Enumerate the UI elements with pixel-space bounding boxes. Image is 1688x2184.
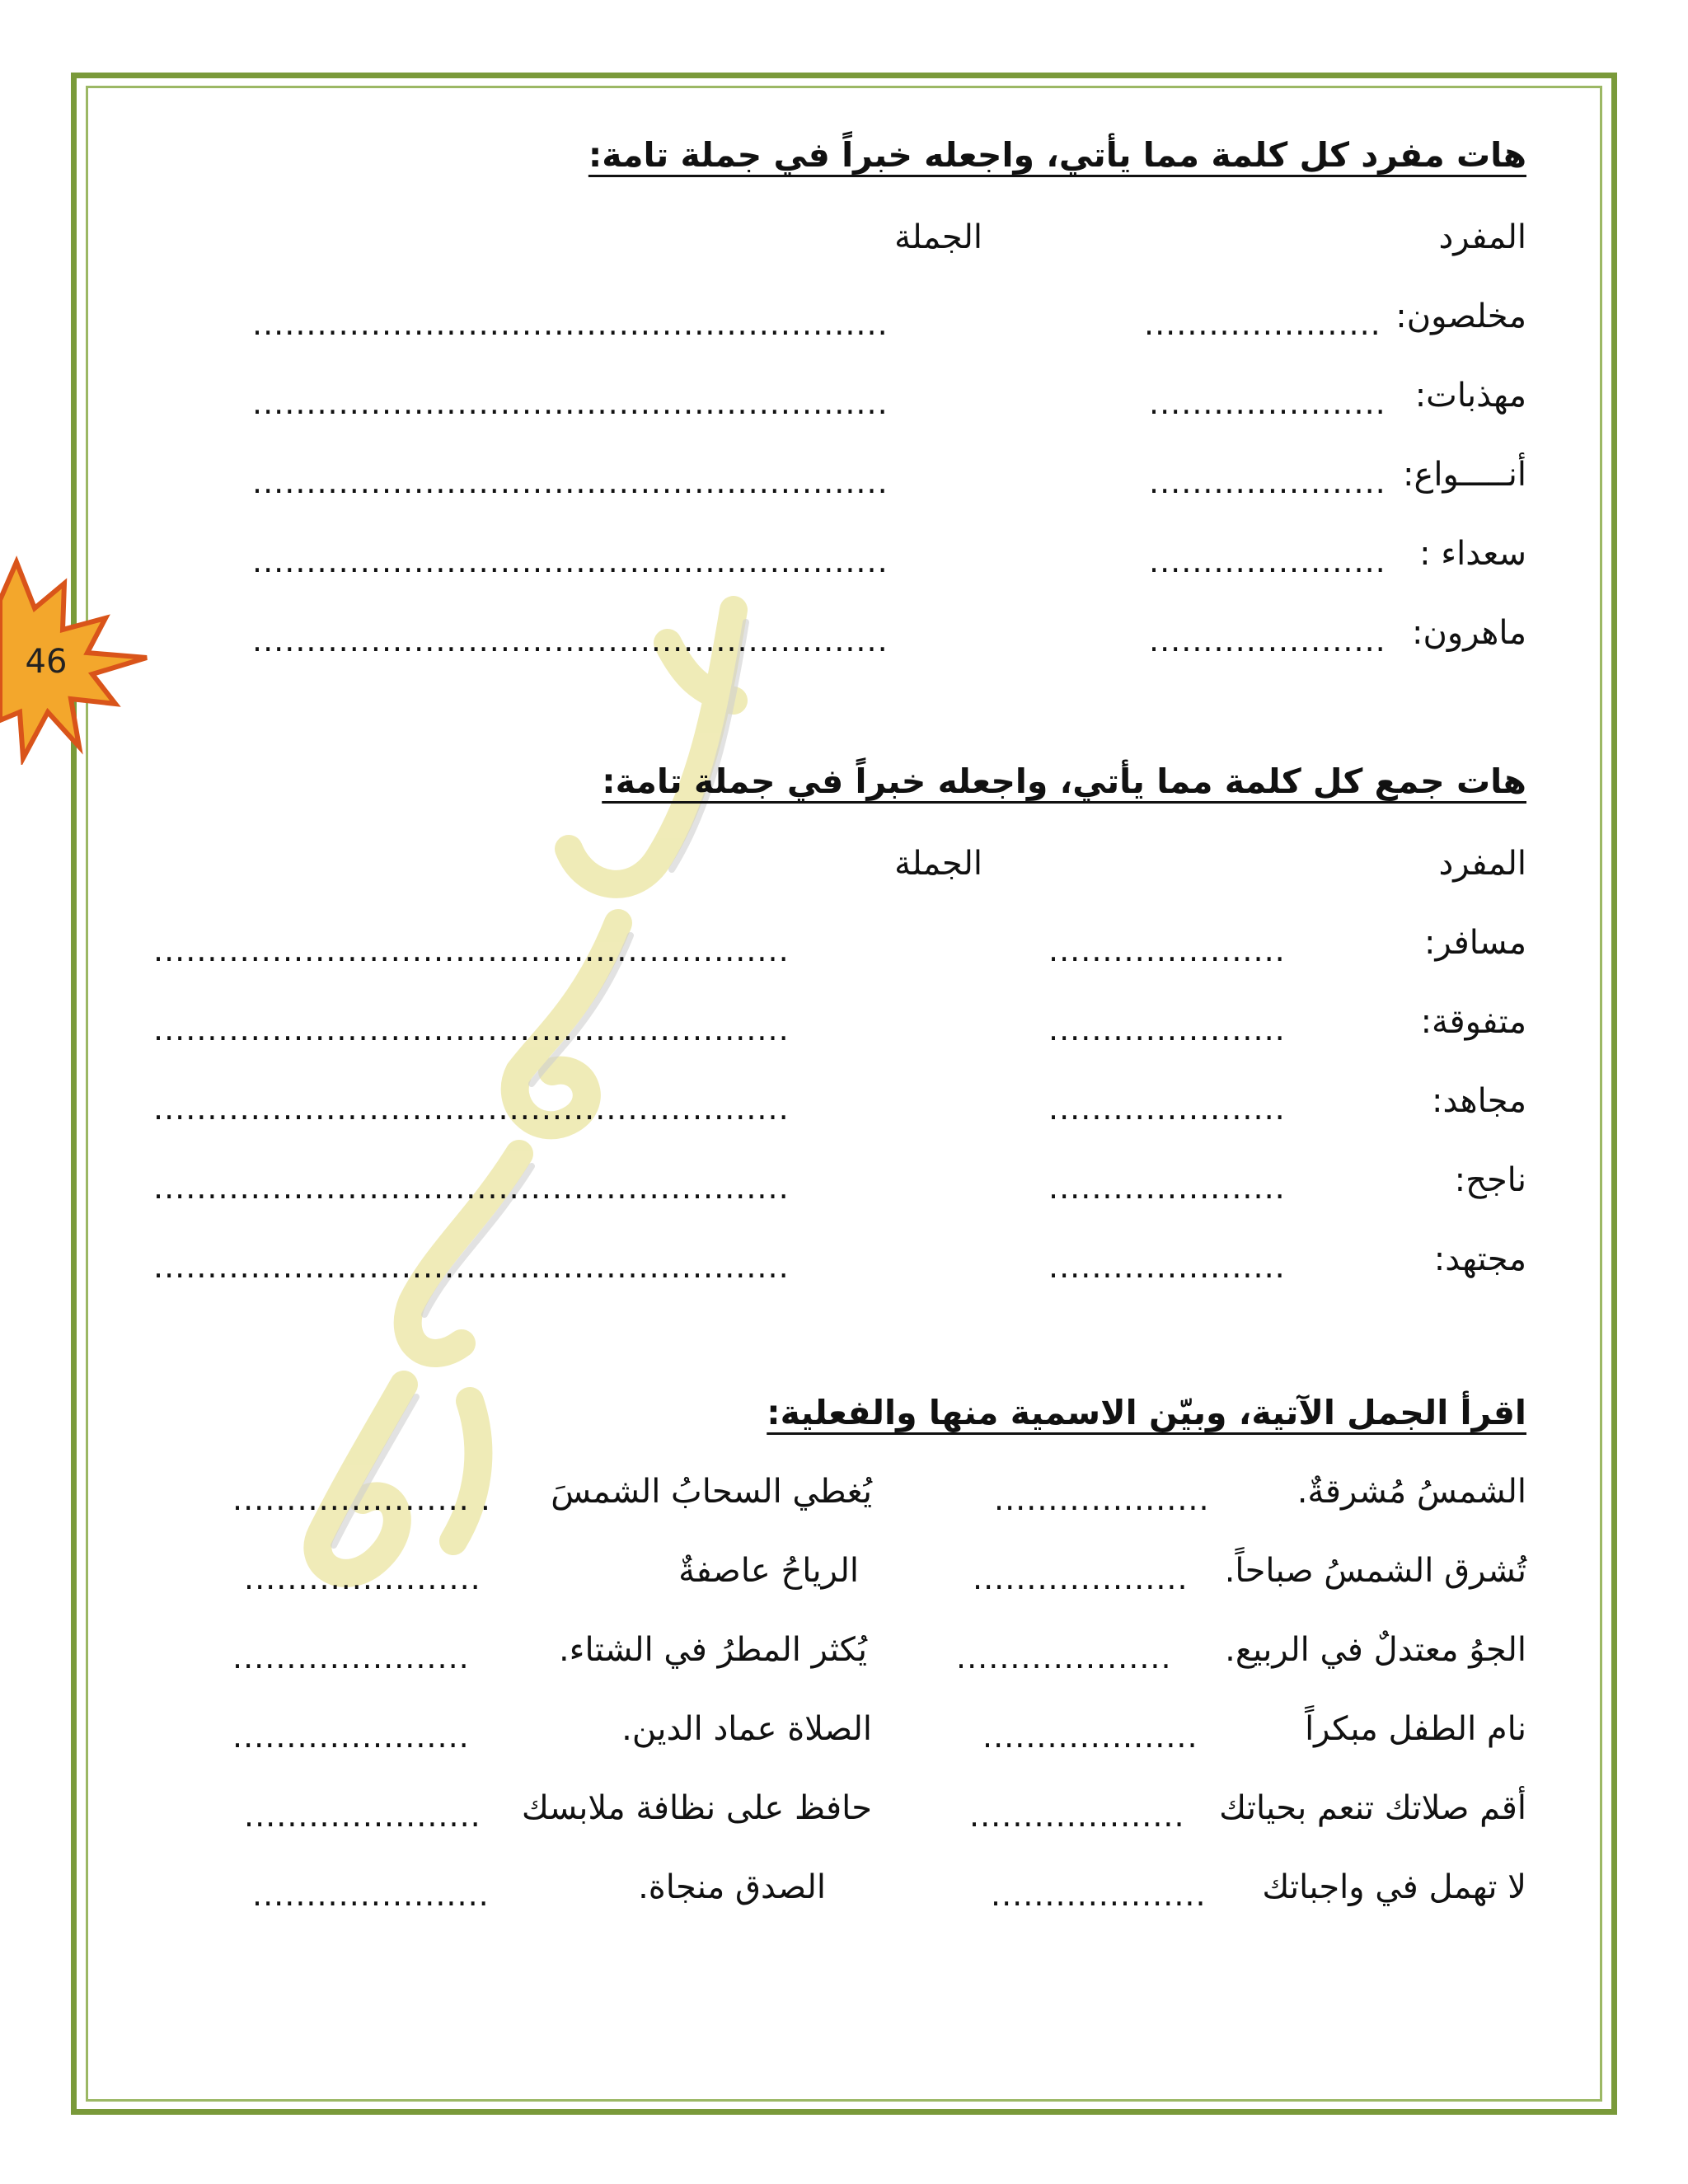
sentence-blank[interactable]: ........................................................... [153,1249,790,1285]
sentence-blank[interactable]: ........................................................... [252,385,889,421]
section2-word: مجاهد: [1432,1082,1526,1120]
answer-blank[interactable]: ...................... [1048,1090,1286,1127]
classification-blank[interactable]: ...................... [232,1718,470,1755]
answer-blank[interactable]: ...................... [1149,464,1386,500]
answer-blank[interactable]: ...................... [1149,543,1386,579]
classification-blank[interactable]: ...................... [252,1877,490,1913]
classification-blank[interactable]: ...................... [244,1560,481,1596]
section2-col-sentence: الجملة [894,845,982,883]
sentence-blank[interactable]: ........................................................... [153,932,790,968]
sentence-left: الرياحُ عاصفةٌ [678,1552,859,1590]
section1-word: أنـــــواع: [1403,456,1526,494]
sentence-right: تُشرق الشمسُ صباحاً. [1224,1552,1526,1590]
section2-word: مسافر: [1424,924,1526,962]
sentence-right: نام الطفل مبكراً [1305,1710,1526,1748]
answer-blank[interactable]: ...................... [1048,1249,1286,1285]
answer-blank[interactable]: ...................... [1048,932,1286,968]
sentence-left: الصلاة عماد الدين. [621,1710,872,1748]
classification-blank[interactable]: ...................... . [232,1481,491,1517]
classification-blank[interactable]: ...................... [232,1639,470,1675]
answer-blank[interactable]: ...................... [1048,1169,1286,1206]
starburst-shape [0,562,147,758]
page-number: 46 [25,643,68,681]
section1-heading: هات مفرد كل كلمة مما يأتي، واجعله خبراً في جملة تامة: [588,135,1526,175]
answer-blank[interactable]: ...................... [1048,1011,1286,1047]
classification-blank[interactable]: .................... [969,1797,1185,1834]
answer-blank[interactable]: ...................... [1149,622,1386,658]
sentence-left: الصدق منجاة. [638,1868,826,1906]
section1-col-word: المفرد [1438,218,1526,256]
page-number-badge [0,551,148,765]
section1-word: سعداء : [1419,535,1526,573]
section2-col-word: المفرد [1438,845,1526,883]
classification-blank[interactable]: .................... [973,1560,1189,1596]
sentence-left: يُغطي السحابُ الشمسَ [551,1473,872,1511]
section2-word: مجتهد: [1433,1240,1526,1278]
classification-blank[interactable]: .................... [956,1639,1172,1675]
answer-blank[interactable]: ...................... [1149,385,1386,421]
classification-blank[interactable]: .................... [991,1877,1207,1913]
sentence-blank[interactable]: ........................................................... [252,543,889,579]
answer-blank[interactable]: ...................... [1144,306,1381,342]
sentence-blank[interactable]: ........................................................... [252,622,889,658]
sentence-right: أقم صلاتك تنعم بحياتك [1219,1789,1526,1827]
section1-word: ماهرون: [1412,614,1526,652]
classification-blank[interactable]: ...................... [244,1797,481,1834]
sentence-right: الشمسُ مُشرقةٌ. [1296,1473,1526,1511]
sentence-blank[interactable]: ........................................................... [153,1090,790,1127]
section1-col-sentence: الجملة [894,218,982,256]
section3-heading: اقرأ الجمل الآتية، وبيّن الاسمية منها والفعلية: [767,1393,1526,1432]
sentence-blank[interactable]: ........................................................... [153,1011,790,1047]
sentence-right: لا تهمل في واجباتك [1262,1868,1526,1906]
section2-heading: هات جمع كل كلمة مما يأتي، واجعله خبراً في جملة تامة: [602,762,1526,801]
section2-word: متفوقة: [1420,1003,1526,1041]
sentence-right: الجوُ معتدلٌ في الربيع. [1225,1631,1526,1669]
section1-word: مهذبات: [1414,377,1526,415]
sentence-blank[interactable]: ........................................................... [252,306,889,342]
classification-blank[interactable]: .................... [994,1481,1210,1517]
section2-word: ناجح: [1454,1161,1526,1199]
sentence-left: يُكثر المطرُ في الشتاء. [558,1631,867,1669]
sentence-blank[interactable]: ........................................................... [153,1169,790,1206]
sentence-left: حافظ على نظافة ملابسك [521,1789,872,1827]
classification-blank[interactable]: .................... [982,1718,1198,1755]
section1-word: مخلصون: [1395,298,1526,335]
sentence-blank[interactable]: ........................................................... [252,464,889,500]
